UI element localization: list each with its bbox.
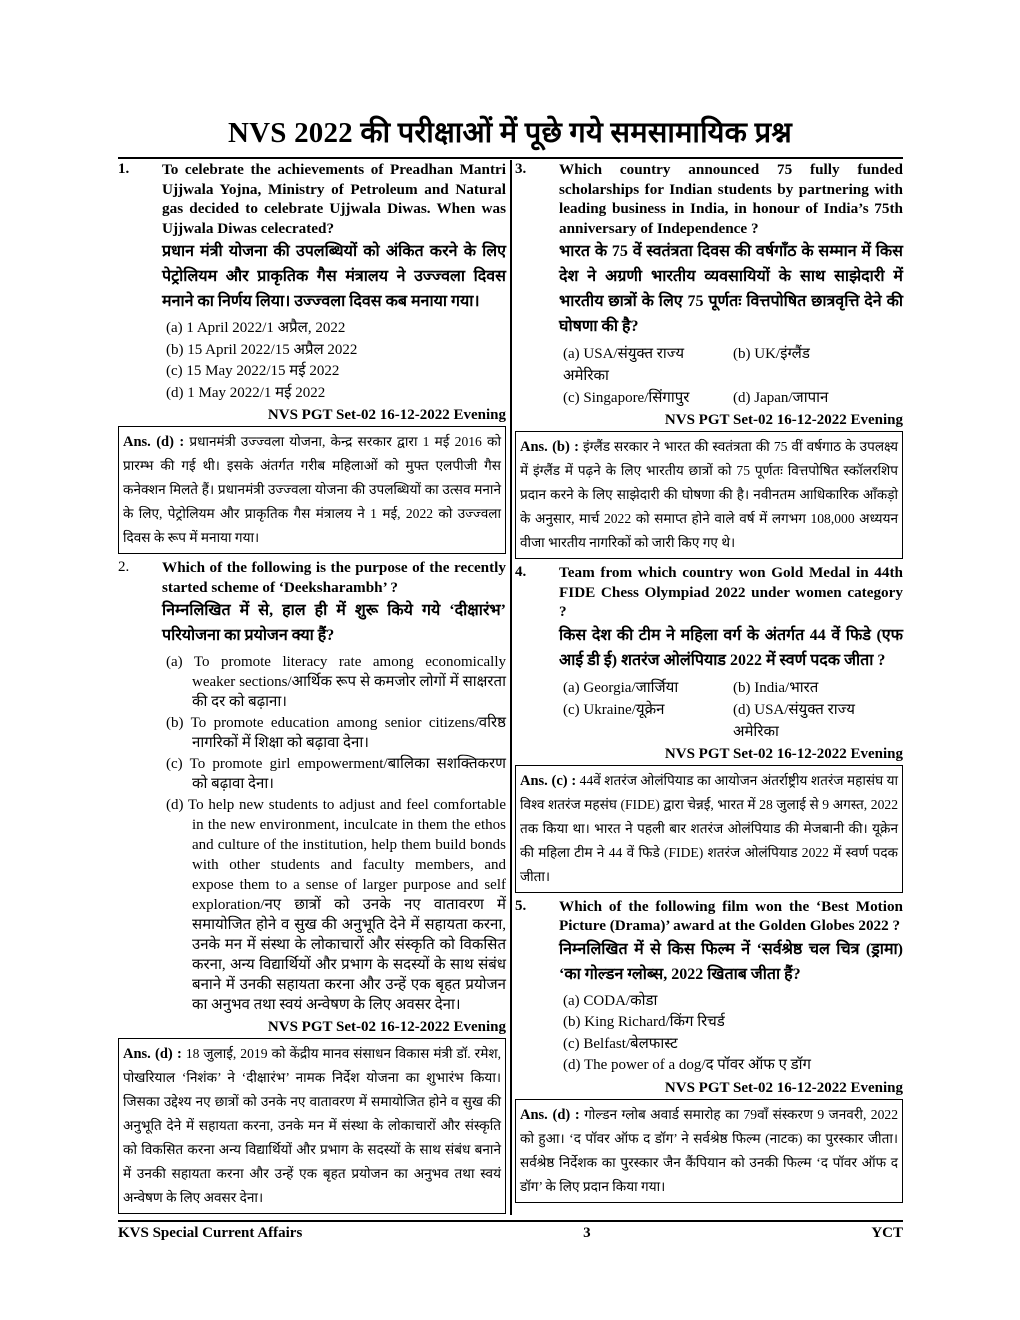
answer-text: 44वें शतरंज ओलंपियाड का आयोजन अंतर्राष्ट्रीय शतरंज महासंघ या विश्व शतरंज महसंघ (FIDE) द्वारा चेन्नई, भारत में 28 जुलाई से 9 अगस्त, 2022 तक किया था। भारत ने पहली बार शतरंज ओलंपियाड की मेजबानी की। यूक्रेन की महिला टीम ने 44 वें फिडे (FIDE) शतरंज ओलंपियाड 2022 में स्वर्ण पदक जीता। (520, 772, 898, 884)
page-footer (118, 1220, 903, 1242)
question-source: NVS PGT Set-02 16-12-2022 Evening (664, 745, 903, 762)
question-1 (118, 160, 506, 404)
options (559, 677, 903, 743)
option-c: (c) Singapore/सिंगापुर (563, 390, 690, 406)
footer-left: KVS Special Current Affairs (118, 1225, 303, 1241)
question-text-hi: किस देश की टीम ने महिला वर्ग के अंतर्गत 44 वें फिडे (एफ आई डी ई) शतरंज ओलंपियाड 2022 में स्वर्ण पदक जीता ? (559, 626, 903, 669)
page-title: NVS 2022 की परीक्षाओं में पूछे गये समसामायिक प्रश्न (228, 117, 792, 149)
left-column (118, 160, 506, 1214)
answer-label: Ans. (d) : (520, 1106, 580, 1123)
answer-label: Ans. (d) : (123, 434, 185, 450)
question-text-hi: भारत के 75 वें स्वतंत्रता दिवस की वर्षगाँठ के सम्मान में किस देश ने अग्रणी भारतीय व्यवसायियों के साथ साझेदारी में भारतीय छात्रों के लिए 75 पूर्णतः वित्तपोषित छात्रवृत्ति देने की घोषणा की है? (559, 243, 903, 335)
option-b: (b) 15 April 2022/15 अप्रैल 2022 (166, 341, 358, 358)
question-number: 4. (515, 564, 527, 580)
question-text-en: Which country announced 75 fully funded scholarships for Indian students by partnering with leading business in India, in honour of India’s 75th anniversary of Independence ? (559, 161, 903, 237)
answer-label: Ans. (d) : (123, 1046, 182, 1062)
option-a: (a) 1 April 2022/1 अप्रैल, 2022 (166, 320, 346, 336)
question-number: 1. (118, 161, 130, 177)
question-number: 3. (515, 161, 527, 177)
right-column (515, 160, 903, 1203)
options (162, 652, 506, 1015)
column-divider (510, 160, 512, 1215)
answer-box (118, 1038, 506, 1214)
answer-text: इंग्लैंड सरकार ने भारत की स्वतंत्रता की 75 वीं वर्षगाठ के उपलक्ष्य में इंग्लैंड में पढ़ने के लिए भारतीय छात्रों को 75 पूर्णतः वित्तपोषित स्कॉलरशिप प्रदान करने के लिए साझेदारी की घोषणा की है। नवीनतम आधिकारिक आँकड़ो के अनुसार, मार्च 2022 को समाप्त होने वाले वर्ष में लगभग 108,000 अध्ययन वीजा भारतीय नागरिकों को जारी किए गए थे। (520, 439, 898, 550)
option-b: (b) India/भारत (733, 679, 819, 696)
question-number: 5. (515, 897, 527, 914)
option-b: (b) UK/इंग्लैंड (733, 346, 810, 362)
option-d: (d) To help new students to adjust and feel comfortable in the new environment, inculcate in them the ethos and culture of the institution, help them build bonds with other students and faculty members, and expose them to a sense of larger purpose and self exploration/नए छात्रों को उनके नए वातावरण में समायोजित होने व सुख की अनुभूति देने में सहायता करना, उनके मन में संस्था के लोकाचारों और संस्कृति को विकसित करना, अन्य विद्यार्थियों और प्रभाग के सदस्यों के साथ संबंध बनाने में उनकी सहायता करना और उन्हें एक बृहत प्रयोजन का अनुभव तथा स्वयं अन्वेषण के लिए अवसर देना। (166, 797, 506, 1013)
header-divider (118, 157, 903, 159)
answer-text: 18 जुलाई, 2019 को केंद्रीय मानव संसाधन विकास मंत्री डॉ. रमेश, पोखरियाल ‘निशंक’ ने ‘दीक्षारंभ’ नामक निर्देश योजना का शुभारंभ किया। जिसका उद्देश्य नए छात्रों को उनके नए वातावरण में समायोजित होने व सुख की अनुभूति देने में सहायता करना, उनके मन में संस्था के लोकाचारों और संस्कृति को विकसित करना अन्य विद्यार्थियों और प्रभाग के सदस्यों के साथ संबंध बनाने में उनकी सहायता करना और उन्हें एक बृहत प्रयोजन का अनुभव तथा स्वयं अन्वेषण के लिए अवसर देना। (123, 1046, 501, 1205)
option-b: (b) King Richard/किंग रिचर्ड (563, 1014, 725, 1030)
question-3 (515, 160, 903, 409)
footer-right: YCT (871, 1225, 903, 1241)
question-4 (515, 563, 903, 743)
question-text-hi: निम्नलिखित में से, हाल ही में शुरू किये गये ‘दीक्षारंभ’ परियोजना का प्रयोजन क्या हैं? (162, 602, 506, 644)
question-text-en: Team from which country won Gold Medal in 44th FIDE Chess Olympiad 2022 under women category ? (559, 564, 903, 620)
option-b: (b) To promote education among senior citizens/वरिष्ठ नागरिकों में शिक्षा को बढ़ावा देना। (166, 715, 506, 751)
option-a: (a) CODA/कोडा (563, 992, 658, 1009)
question-number: 2. (118, 559, 130, 575)
options (559, 343, 903, 409)
option-c: (c) 15 May 2022/15 मई 2022 (166, 363, 340, 379)
answer-label: Ans. (c) : (520, 772, 577, 789)
options (162, 318, 506, 404)
answer-text: प्रधानमंत्री उज्ज्वला योजना, केन्द्र सरकार द्वारा 1 मई 2016 को प्रारम्भ की गई थी। इसके अंतर्गत गरीब महिलाओं को मुफ्त एलपीजी गैस कनेक्शन मिलते हैं। प्रधानमंत्री उज्ज्वला योजना की उपलब्धियों का उत्सव मनाने के लिए, पेट्रोलियम और प्राकृतिक गैस मंत्रालय ने 1 मई, 2022 को उज्ज्वला दिवस के रूप में मनाया गया। (123, 434, 502, 545)
option-c: (c) Belfast/बेलफास्ट (563, 1035, 678, 1052)
question-text-en: Which of the following is the purpose of the recently started scheme of ‘Deeksharambh’ ? (162, 559, 506, 596)
question-source: NVS PGT Set-02 16-12-2022 Evening (664, 1079, 903, 1096)
question-5 (515, 897, 903, 1077)
answer-box (515, 431, 903, 559)
question-text-en: To celebrate the achievements of Preadhan Mantri Ujjwala Yojna, Ministry of Petroleum and Natural gas decided to celebrate Ujjwala Diwas. When was Ujjwala Diwas celecrated? (162, 161, 506, 237)
option-c: (c) Ukraine/यूक्रेन (563, 701, 665, 718)
answer-box (515, 1099, 903, 1203)
page-number: 3 (583, 1225, 591, 1241)
question-source: NVS PGT Set-02 16-12-2022 Evening (267, 1019, 506, 1035)
option-a: (a) Georgia/जार्जिया (563, 679, 679, 696)
answer-box (515, 765, 903, 893)
answer-box (118, 426, 506, 554)
question-text-hi: प्रधान मंत्री योजना की उपलब्धियों को अंकित करने के लिए पेट्रोलियम और प्राकृतिक गैस मंत्रालय ने उज्ज्वला दिवस मनाने का निर्णय लिया। उज्ज्वला दिवस कब मनाया गया। (162, 243, 506, 310)
option-a: (a) To promote literacy rate among economically weaker sections/आर्थिक रूप से कमजोर लोगों में साक्षरता की दर को बढ़ाना। (166, 654, 506, 710)
option-d: (d) 1 May 2022/1 मई 2022 (166, 384, 326, 401)
option-a: (a) USA/संयुक्त राज्य अमेरिका (563, 346, 685, 384)
option-d: (d) The power of a dog/द पॉवर ऑफ ए डॉग (563, 1057, 812, 1073)
option-d: (d) USA/संयुक्त राज्य अमेरिका (733, 701, 855, 740)
question-text-en: Which of the following film won the ‘Best Motion Picture (Drama)’ award at the Golden Globes 2022 ? (559, 897, 903, 934)
options (559, 991, 903, 1077)
option-d: (d) Japan/जापान (733, 390, 829, 406)
question-2 (118, 558, 506, 1016)
option-c: (c) To promote girl empowerment/बालिका सशक्तिकरण को बढ़ावा देना। (166, 756, 506, 792)
answer-text: गोल्डन ग्लोब अवार्ड समारोह का 79वाँ संस्करण 9 जनवरी, 2022 को हुआ। ‘द पॉवर ऑफ द डॉग’ ने सर्वश्रेष्ठ फिल्म (नाटक) का पुरस्कार जीता। सर्वश्रेष्ठ निर्देशक का पुरस्कार जैन कैंपियान को उनकी फिल्म ‘द पॉवर ऑफ द डॉग’ के लिए प्रदान किया गया। (520, 1106, 898, 1194)
question-source: NVS PGT Set-02 16-12-2022 Evening (267, 407, 506, 423)
question-text-hi: निम्नलिखित में से किस फिल्म नें ‘सर्वश्रेष्ठ चल चित्र (ड्रामा) ‘का गोल्डन ग्लोब्स, 2022 खिताब जीता हैं? (559, 940, 903, 983)
answer-label: Ans. (b) : (520, 439, 579, 455)
question-source: NVS PGT Set-02 16-12-2022 Evening (664, 412, 903, 428)
